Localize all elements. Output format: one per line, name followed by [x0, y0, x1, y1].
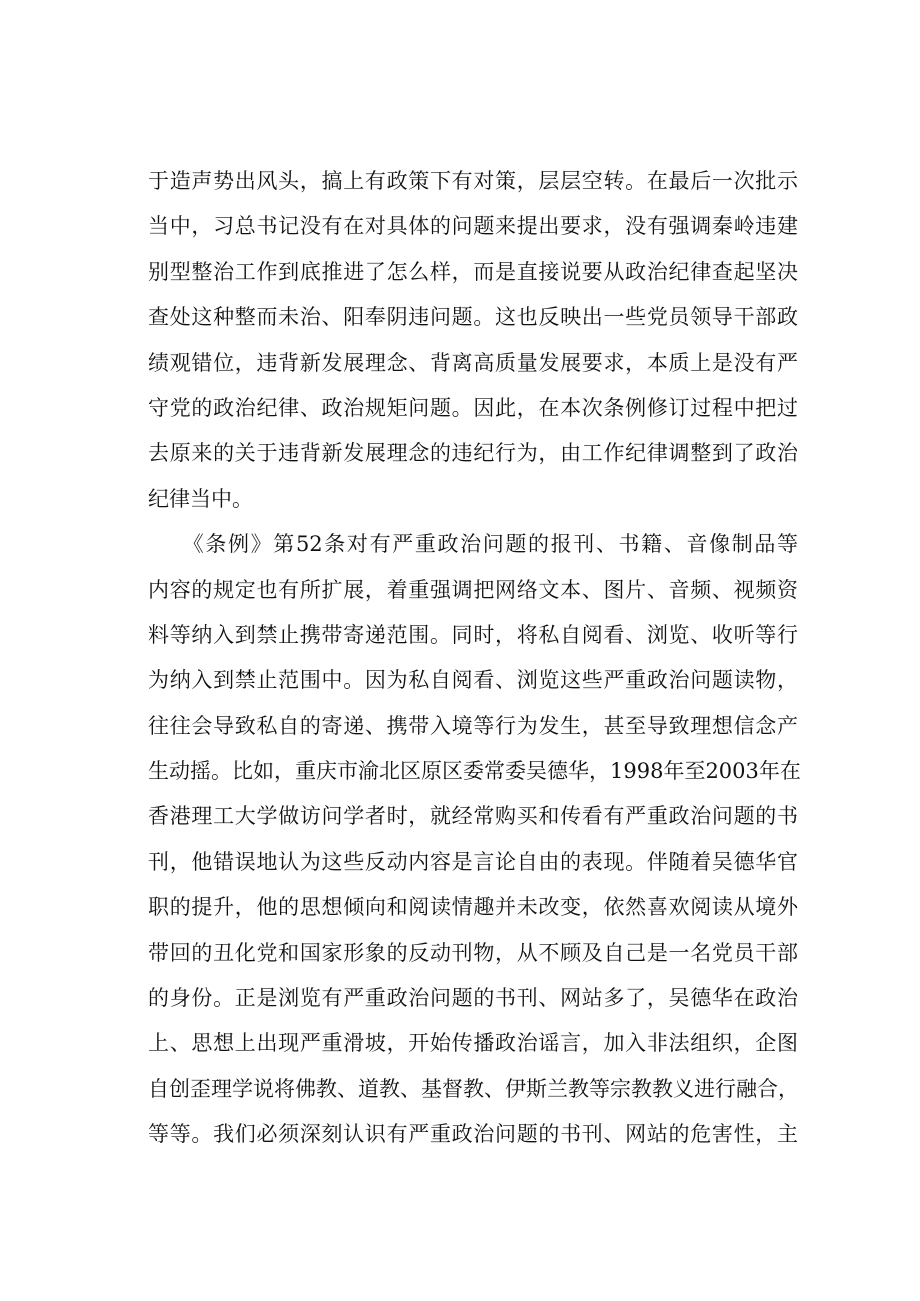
text-line: 内容的规定也有所扩展，着重强调把网络文本、图片、音频、视频资 — [148, 577, 798, 602]
text-line: 上、思想上出现严重滑坡，开始传播政治谣言，加入非法组织，企图 — [148, 1031, 798, 1056]
text-line: 生动摇。比如，重庆市渝北区原区委常委吴德华，1998年至2003年在 — [148, 759, 801, 784]
text-line: 往往会导致私自的寄递、携带入境等行为发生，甚至导致理想信念产 — [148, 713, 798, 738]
text-line: 别型整治工作到底推进了怎么样，而是直接说要从政治纪律查起坚决 — [148, 259, 798, 284]
text-line: 当中，习总书记没有在对具体的问题来提出要求，没有强调秦岭违建 — [148, 214, 798, 239]
text-line: 纪律当中。 — [148, 486, 253, 511]
text-line: 香港理工大学做访问学者时，就经常购买和传看有严重政治问题的书 — [148, 804, 798, 829]
text-line: 查处这种整而未治、阳奉阴违问题。这也反映出一些党员领导干部政 — [148, 305, 798, 330]
text-line: 的身份。正是浏览有严重政治问题的书刊、网站多了，吴德华在政治 — [148, 986, 798, 1011]
text-line: 刊，他错误地认为这些反动内容是言论自由的表现。伴随着吴德华官 — [148, 849, 798, 874]
text-line: 去原来的关于违背新发展理念的违纪行为，由工作纪律调整到了政治 — [148, 441, 798, 466]
text-line: 为纳入到禁止范围中。因为私自阅看、浏览这些严重政治问题读物， — [148, 668, 798, 693]
text-line: 职的提升，他的思想倾向和阅读情趣并未改变，依然喜欢阅读从境外 — [148, 895, 798, 920]
text-line: 于造声势出风头，搞上有政策下有对策，层层空转。在最后一次批示 — [148, 169, 798, 193]
text-line: 等等。我们必须深刻认识有严重政治问题的书刊、网站的危害性，主 — [148, 1122, 798, 1147]
text-line: 《条例》第52条对有严重政治问题的报刊、书籍、音像制品等 — [148, 532, 798, 557]
text-line: 带回的丑化党和国家形象的反动刊物，从不顾及自己是一名党员干部 — [148, 940, 798, 965]
text-line: 自创歪理学说将佛教、道教、基督教、伊斯兰教等宗教教义进行融合， — [148, 1076, 799, 1101]
body-text — [148, 159, 801, 1158]
text-line: 守党的政治纪律、政治规矩问题。因此，在本次条例修订过程中把过 — [148, 395, 798, 420]
text-line: 料等纳入到禁止携带寄递范围。同时，将私自阅看、浏览、收听等行 — [148, 622, 798, 647]
text-line: 绩观错位，违背新发展理念、背离高质量发展要求，本质上是没有严 — [148, 350, 798, 375]
